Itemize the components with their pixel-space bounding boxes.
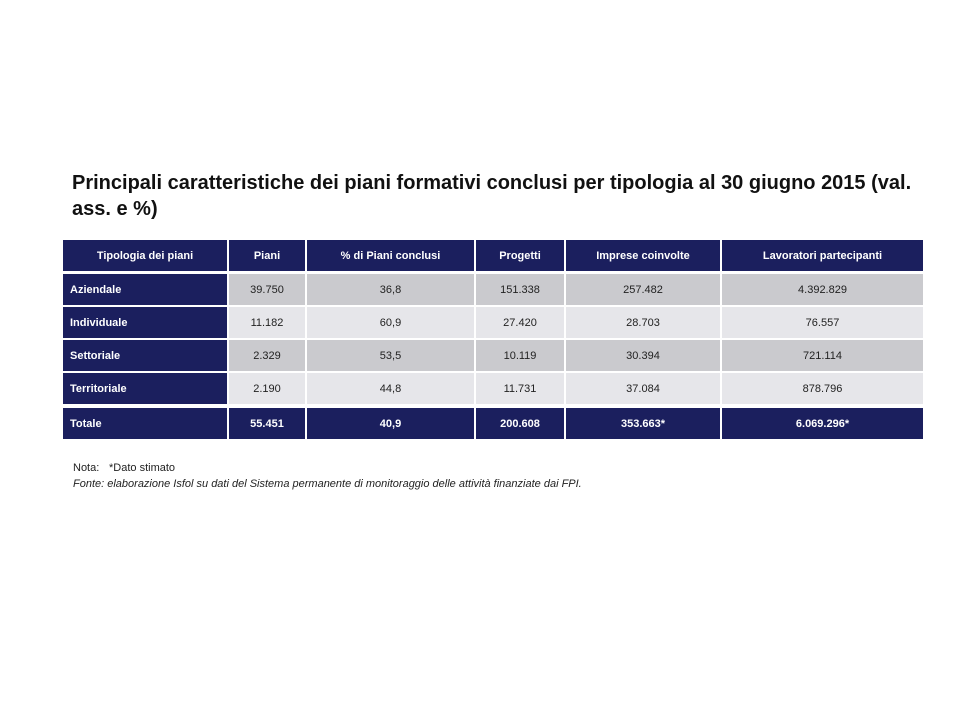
header-row xyxy=(63,240,923,274)
table-cell: 11.182 xyxy=(229,307,307,340)
total-cell: 6.069.296* xyxy=(722,408,923,439)
slide-title: Principali caratteristiche dei piani formativi conclusi per tipologia al 30 giugno 2015 (val. ass. e %) xyxy=(72,172,912,220)
source-note: Fonte: elaborazione Isfol su dati del Sistema permanente di monitoraggio delle attività finanziate dai FPI. xyxy=(73,478,582,490)
table-cell: 721.114 xyxy=(722,340,923,373)
column-header: Lavoratori partecipanti xyxy=(722,240,923,274)
table-cell: 76.557 xyxy=(722,307,923,340)
row-label: Aziendale xyxy=(63,274,229,307)
column-header: Piani xyxy=(229,240,307,274)
table-cell: 257.482 xyxy=(566,274,722,307)
total-row xyxy=(63,408,923,439)
table-row xyxy=(63,274,923,307)
table-cell: 27.420 xyxy=(476,307,566,340)
row-label: Territoriale xyxy=(63,373,229,406)
table-cell: 878.796 xyxy=(722,373,923,406)
row-label: Settoriale xyxy=(63,340,229,373)
table-cell: 2.329 xyxy=(229,340,307,373)
data-table xyxy=(63,240,923,439)
column-header: Imprese coinvolte xyxy=(566,240,722,274)
notes xyxy=(73,460,582,492)
table-cell: 44,8 xyxy=(307,373,476,406)
table-cell: 4.392.829 xyxy=(722,274,923,307)
nota-text: *Dato stimato xyxy=(109,462,176,474)
table-cell: 60,9 xyxy=(307,307,476,340)
total-cell: 200.608 xyxy=(476,408,566,439)
table-row xyxy=(63,373,923,406)
table-cell: 37.084 xyxy=(566,373,722,406)
table-cell: 11.731 xyxy=(476,373,566,406)
column-header: Progetti xyxy=(476,240,566,274)
table-cell: 2.190 xyxy=(229,373,307,406)
table-cell: 39.750 xyxy=(229,274,307,307)
table-row xyxy=(63,340,923,373)
table-cell: 151.338 xyxy=(476,274,566,307)
column-header: % di Piani conclusi xyxy=(307,240,476,274)
total-cell: 40,9 xyxy=(307,408,476,439)
total-cell: 353.663* xyxy=(566,408,722,439)
total-cell: 55.451 xyxy=(229,408,307,439)
nota-label: Nota: xyxy=(73,462,100,474)
table-cell: 28.703 xyxy=(566,307,722,340)
total-label: Totale xyxy=(63,408,229,439)
table-row xyxy=(63,307,923,340)
row-label: Individuale xyxy=(63,307,229,340)
column-header: Tipologia dei piani xyxy=(63,240,229,274)
table-cell: 10.119 xyxy=(476,340,566,373)
table-cell: 53,5 xyxy=(307,340,476,373)
table-cell: 36,8 xyxy=(307,274,476,307)
table-cell: 30.394 xyxy=(566,340,722,373)
